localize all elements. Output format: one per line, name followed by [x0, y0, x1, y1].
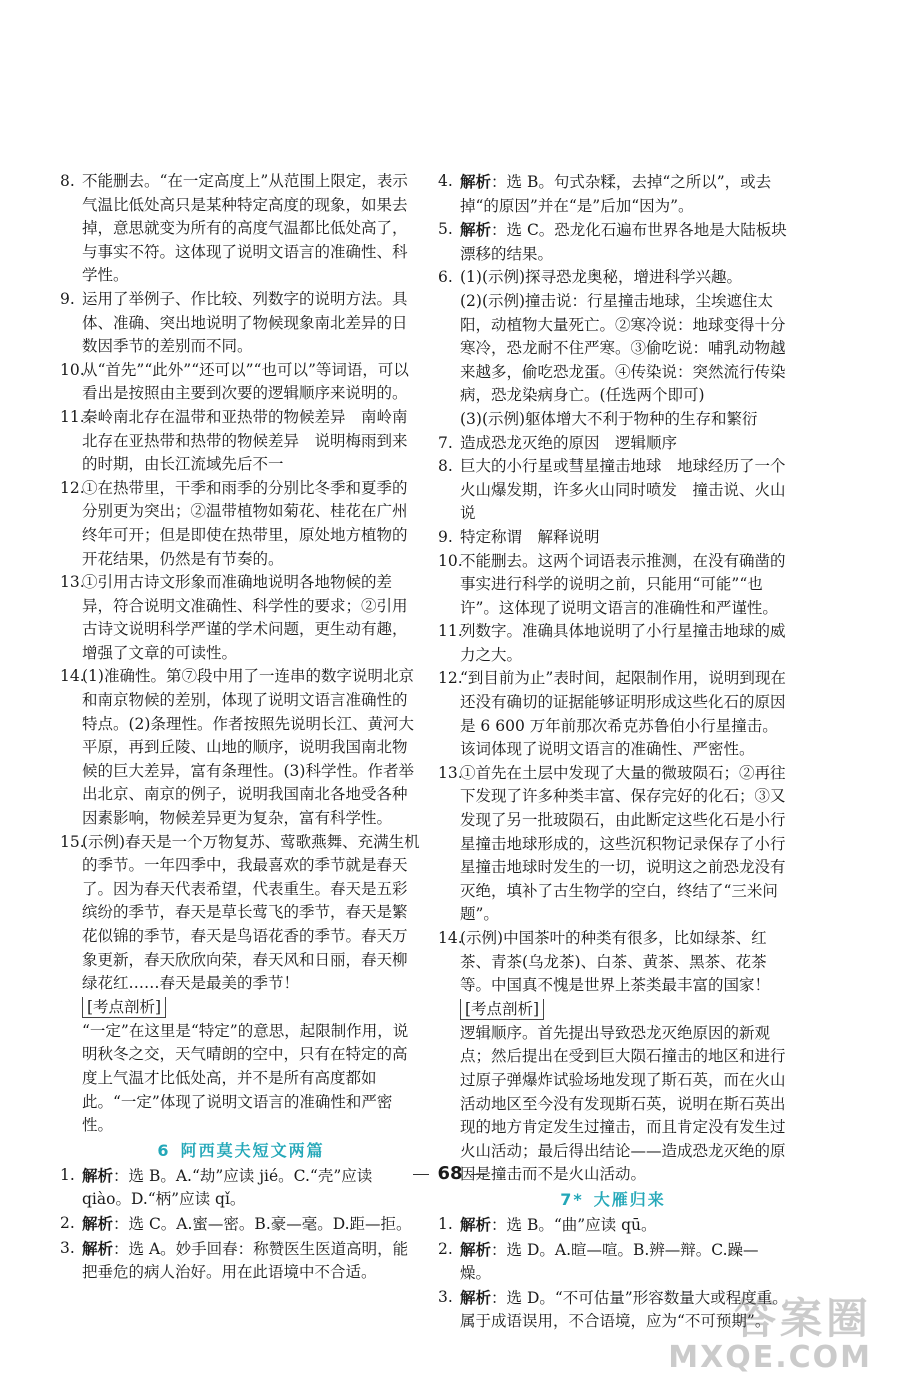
analysis-label: 解析	[82, 1165, 114, 1185]
left-column	[60, 170, 422, 1285]
answer-item	[60, 288, 422, 359]
item-text: (1)准确性。第⑦段中用了一连串的数字说明北京和南京物候的差别，体现了说明文语言准确性的特点。(2)条理性。作者按照先说明长江、黄河大平原，再到丘陵、山地的顺序，说明我国南北物候的巨大差异，富有条理性。(3)科学性。作者举出北京、南京的例子，说明我国南北各地受各种因素影响，物候差异更为复杂，富有科学性。	[82, 667, 414, 828]
item-text: ：选 D。A.暄—喧。B.辨—辩。C.躁—燥。	[460, 1240, 759, 1283]
item-text: 造成恐龙灭绝的原因 逻辑顺序	[460, 433, 678, 452]
analysis-label: 解析	[460, 220, 492, 240]
item-number: 9.	[438, 527, 453, 546]
item-number: 5.	[438, 220, 453, 239]
answer-item	[60, 571, 422, 665]
item-text: ：选 C。A.蜜—密。B.豪—毫。D.距—拒。	[113, 1214, 412, 1233]
section-number: 7*	[560, 1189, 584, 1209]
item-number: 8.	[60, 172, 75, 190]
sub-answer-text: (3)(示例)躯体增大不利于物种的生存和繁衍	[460, 409, 758, 428]
sub-answer-text: (2)(示例)撞击说：行星撞击地球，尘埃遮住太阳，动植物大量死亡。②寒冷说：地球变得十分寒冷，恐龙耐不住严寒。③偷吃说：哺乳动物越来越多，偷吃恐龙蛋。④传染说：突然流行传染病，恐龙染病身亡。(任选两个即可)	[460, 291, 786, 405]
section-number: 6	[157, 1140, 171, 1160]
item-text: 运用了举例子、作比较、列数字的说明方法。具体、准确、突出地说明了物候现象南北差异的日数因季节的差别而不同。	[82, 289, 408, 356]
item-text: (示例)春天是一个万物复苏、莺歌燕舞、充满生机的季节。一年四季中，我最喜欢的季节就是春天了。因为春天代表希望，代表重生。春天是五彩缤纷的季节，春天是草长莺飞的季节，春天是繁花似锦的季节，春天是鸟语花香的季节。春天万象更新，春天欣欣向荣，春天风和日丽，春天柳绿花红……春天是最美的季节！	[82, 832, 420, 993]
item-text: 特定称谓 解释说明	[460, 527, 600, 546]
answer-item	[60, 359, 422, 406]
watermark-text-bottom: MXQE.COM	[668, 1340, 872, 1375]
analysis-heading	[60, 996, 422, 1020]
answer-item	[438, 455, 788, 526]
item-text: ①首先在土层中发现了大量的微玻陨石；②再往下发现了许多种类丰富、保存完好的化石；③又发现了另一批玻陨石，由此断定这些化石是小行星撞击地球形成的，这些沉积物记录保存了小行星撞击地球时发生的一切，说明这之前恐龙没有灭绝，填补了古生物学的空白，终结了“三米问题”。	[460, 763, 786, 924]
item-text: “到目前为止”表时间，起限制作用，说明到现在还没有确切的证据能够证明形成这些化石的原因是 6 600 万年前那次希克苏鲁伯小行星撞击。该词体现了说明文语言的准确性、严密性。	[460, 669, 786, 759]
analysis-text: “一定”在这里是“特定”的意思，起限制作用，说明秋冬之交，天气晴朗的空中，只有在特定的高度上气温才比低处高，并不是所有高度都如此。“一定”体现了说明文语言的准确性和严密性。	[82, 1021, 409, 1135]
item-number: 7.	[438, 433, 453, 452]
item-number: 6.	[438, 268, 453, 287]
item-text: ①引用古诗文形象而准确地说明各地物候的差异，符合说明文准确性、科学性的要求；②引用古诗文说明科学严谨的学术问题，更生动有趣，增强了文章的可读性。	[82, 573, 408, 662]
item-text: ①在热带里，干季和雨季的分别比冬季和夏季的分别更为突出；②温带植物如菊花、桂花在广州终年可开；但是即使在热带里，原处地方植物的开花结果，仍然是有节奏的。	[82, 478, 408, 568]
analysis-paragraph	[60, 1020, 422, 1138]
answer-item	[438, 170, 788, 218]
item-number: 3.	[438, 1287, 453, 1306]
answer-item	[60, 665, 422, 830]
answer-item	[438, 266, 788, 290]
analysis-heading-box: [考点剖析]	[460, 999, 544, 1020]
item-number: 10.	[60, 360, 85, 379]
analysis-text: 逻辑顺序。首先提出导致恐龙灭绝原因的新观点；然后提出在受到巨大陨石撞击的地区和进行过原子弹爆炸试验场地发现了斯石英，而在火山活动地区至今没有发现斯石英，说明在斯石英出现的地方肯定发生过撞击，而且肯定没有发生过火山活动；最后得出结论——造成恐龙灭绝的原因是撞击而不是火山活动。	[460, 1023, 786, 1184]
item-text: ：选 D。“不可估量”形容数量大或程度重。属于成语误用，不合语境，应为“不可预期”。	[460, 1288, 788, 1331]
item-text: ：选 B。A.“劫”应读 jié。C.“壳”应读 qiào。D.“柄”应读 qǐ。	[82, 1166, 373, 1209]
item-text: 秦岭南北存在温带和亚热带的物候差异 南岭南北存在亚热带和热带的物候差异 说明梅雨到来的时期，由长江流域先后不一	[82, 407, 408, 474]
watermark-logo	[637, 1296, 872, 1376]
page-number-footer	[0, 1162, 900, 1186]
item-text: 巨大的小行星或彗星撞击地球 地球经历了一个火山爆发期，许多火山同时喷发 撞击说、火山说	[460, 457, 786, 523]
answer-item	[438, 927, 788, 998]
item-number: 14.	[438, 929, 463, 947]
answer-item	[438, 1213, 788, 1238]
item-number: 10.	[438, 551, 463, 570]
analysis-heading	[438, 998, 788, 1022]
answer-item	[60, 1212, 422, 1237]
item-text: (示例)中国茶叶的种类有很多，比如绿茶、红茶、青茶(乌龙茶)、白茶、黄茶、黑茶、花茶等。中国真不愧是世界上茶类最丰富的国家！	[460, 929, 771, 995]
item-text: 不能删去。这两个词语表示推测，在没有确凿的事实进行科学的说明之前，只能用“可能”“也许”。这体现了说明文语言的准确性和严谨性。	[460, 551, 786, 617]
item-number: 1.	[60, 1165, 75, 1184]
item-text: 列数字。准确具体地说明了小行星撞击地球的威力之大。	[460, 622, 786, 664]
item-number: 8.	[438, 457, 453, 476]
analysis-label: 解析	[460, 1287, 492, 1307]
item-number: 13.	[438, 763, 463, 782]
item-number: 12.	[438, 669, 463, 688]
answer-item	[438, 620, 788, 667]
item-number: 4.	[438, 172, 453, 190]
sub-answer	[438, 290, 788, 408]
sub-answer	[438, 408, 788, 432]
analysis-label: 解析	[460, 1214, 492, 1234]
footer-dash-right	[471, 1174, 487, 1175]
item-number: 14.	[60, 667, 85, 686]
answer-item	[438, 762, 788, 927]
item-text: ：选 B。“曲”应读 qū。	[491, 1215, 657, 1234]
section-title: 阿西莫夫短文两篇	[180, 1140, 325, 1160]
item-number: 3.	[60, 1238, 75, 1257]
answer-item	[60, 170, 422, 288]
item-text: 从“首先”“此外”“还可以”“也可以”等词语，可以看出是按照由主要到次要的逻辑顺序来说明的。	[82, 360, 409, 403]
item-number: 9.	[60, 289, 75, 308]
answer-item	[438, 667, 788, 761]
analysis-label: 解析	[82, 1213, 114, 1233]
item-text: (1)(示例)探寻恐龙奥秘，增进科学兴趣。	[460, 268, 743, 287]
analysis-label: 解析	[460, 172, 492, 191]
section-heading	[60, 1138, 422, 1164]
footer-dash-left	[413, 1174, 429, 1175]
section-title: 大雁归来	[593, 1189, 666, 1209]
item-number: 12.	[60, 478, 85, 497]
answer-item	[438, 218, 788, 266]
answer-item	[438, 550, 788, 621]
item-text: ：选 A。妙手回春：称赞医生医道高明，能把垂危的病人治好。用在此语境中不合适。	[82, 1239, 409, 1282]
item-number: 11.	[438, 622, 463, 641]
item-text: ：选 C。恐龙化石遍布世界各地是大陆板块漂移的结果。	[460, 221, 787, 263]
item-number: 2.	[60, 1213, 75, 1232]
answer-item	[60, 1237, 422, 1285]
section-heading	[438, 1187, 788, 1213]
answer-item	[438, 526, 788, 550]
item-number: 11.	[60, 407, 85, 426]
right-column	[438, 170, 788, 1334]
analysis-heading-box: [考点剖析]	[82, 997, 166, 1018]
item-number: 2.	[438, 1239, 453, 1258]
answer-item	[438, 1238, 788, 1286]
watermark-text-top: 答案圈	[733, 1294, 872, 1343]
answer-item	[60, 831, 422, 996]
analysis-label: 解析	[460, 1239, 492, 1259]
answer-item	[60, 406, 422, 477]
item-number: 15.	[60, 832, 85, 851]
item-number: 1.	[438, 1214, 453, 1233]
page-number: 68	[437, 1163, 463, 1184]
item-text: 不能删去。“在一定高度上”从范围上限定，表示气温比低处高只是某种特定高度的现象，如果去掉，意思就变为所有的高度气温都比低处高了，与事实不符。这体现了说明文语言的准确性、科学性。	[82, 172, 408, 285]
analysis-label: 解析	[82, 1238, 114, 1258]
answer-item	[438, 432, 788, 456]
answer-item	[60, 477, 422, 571]
item-text: ：选 B。句式杂糅，去掉“之所以”，或去掉“的原因”并在“是”后加“因为”。	[460, 173, 772, 215]
item-number: 13.	[60, 573, 85, 592]
